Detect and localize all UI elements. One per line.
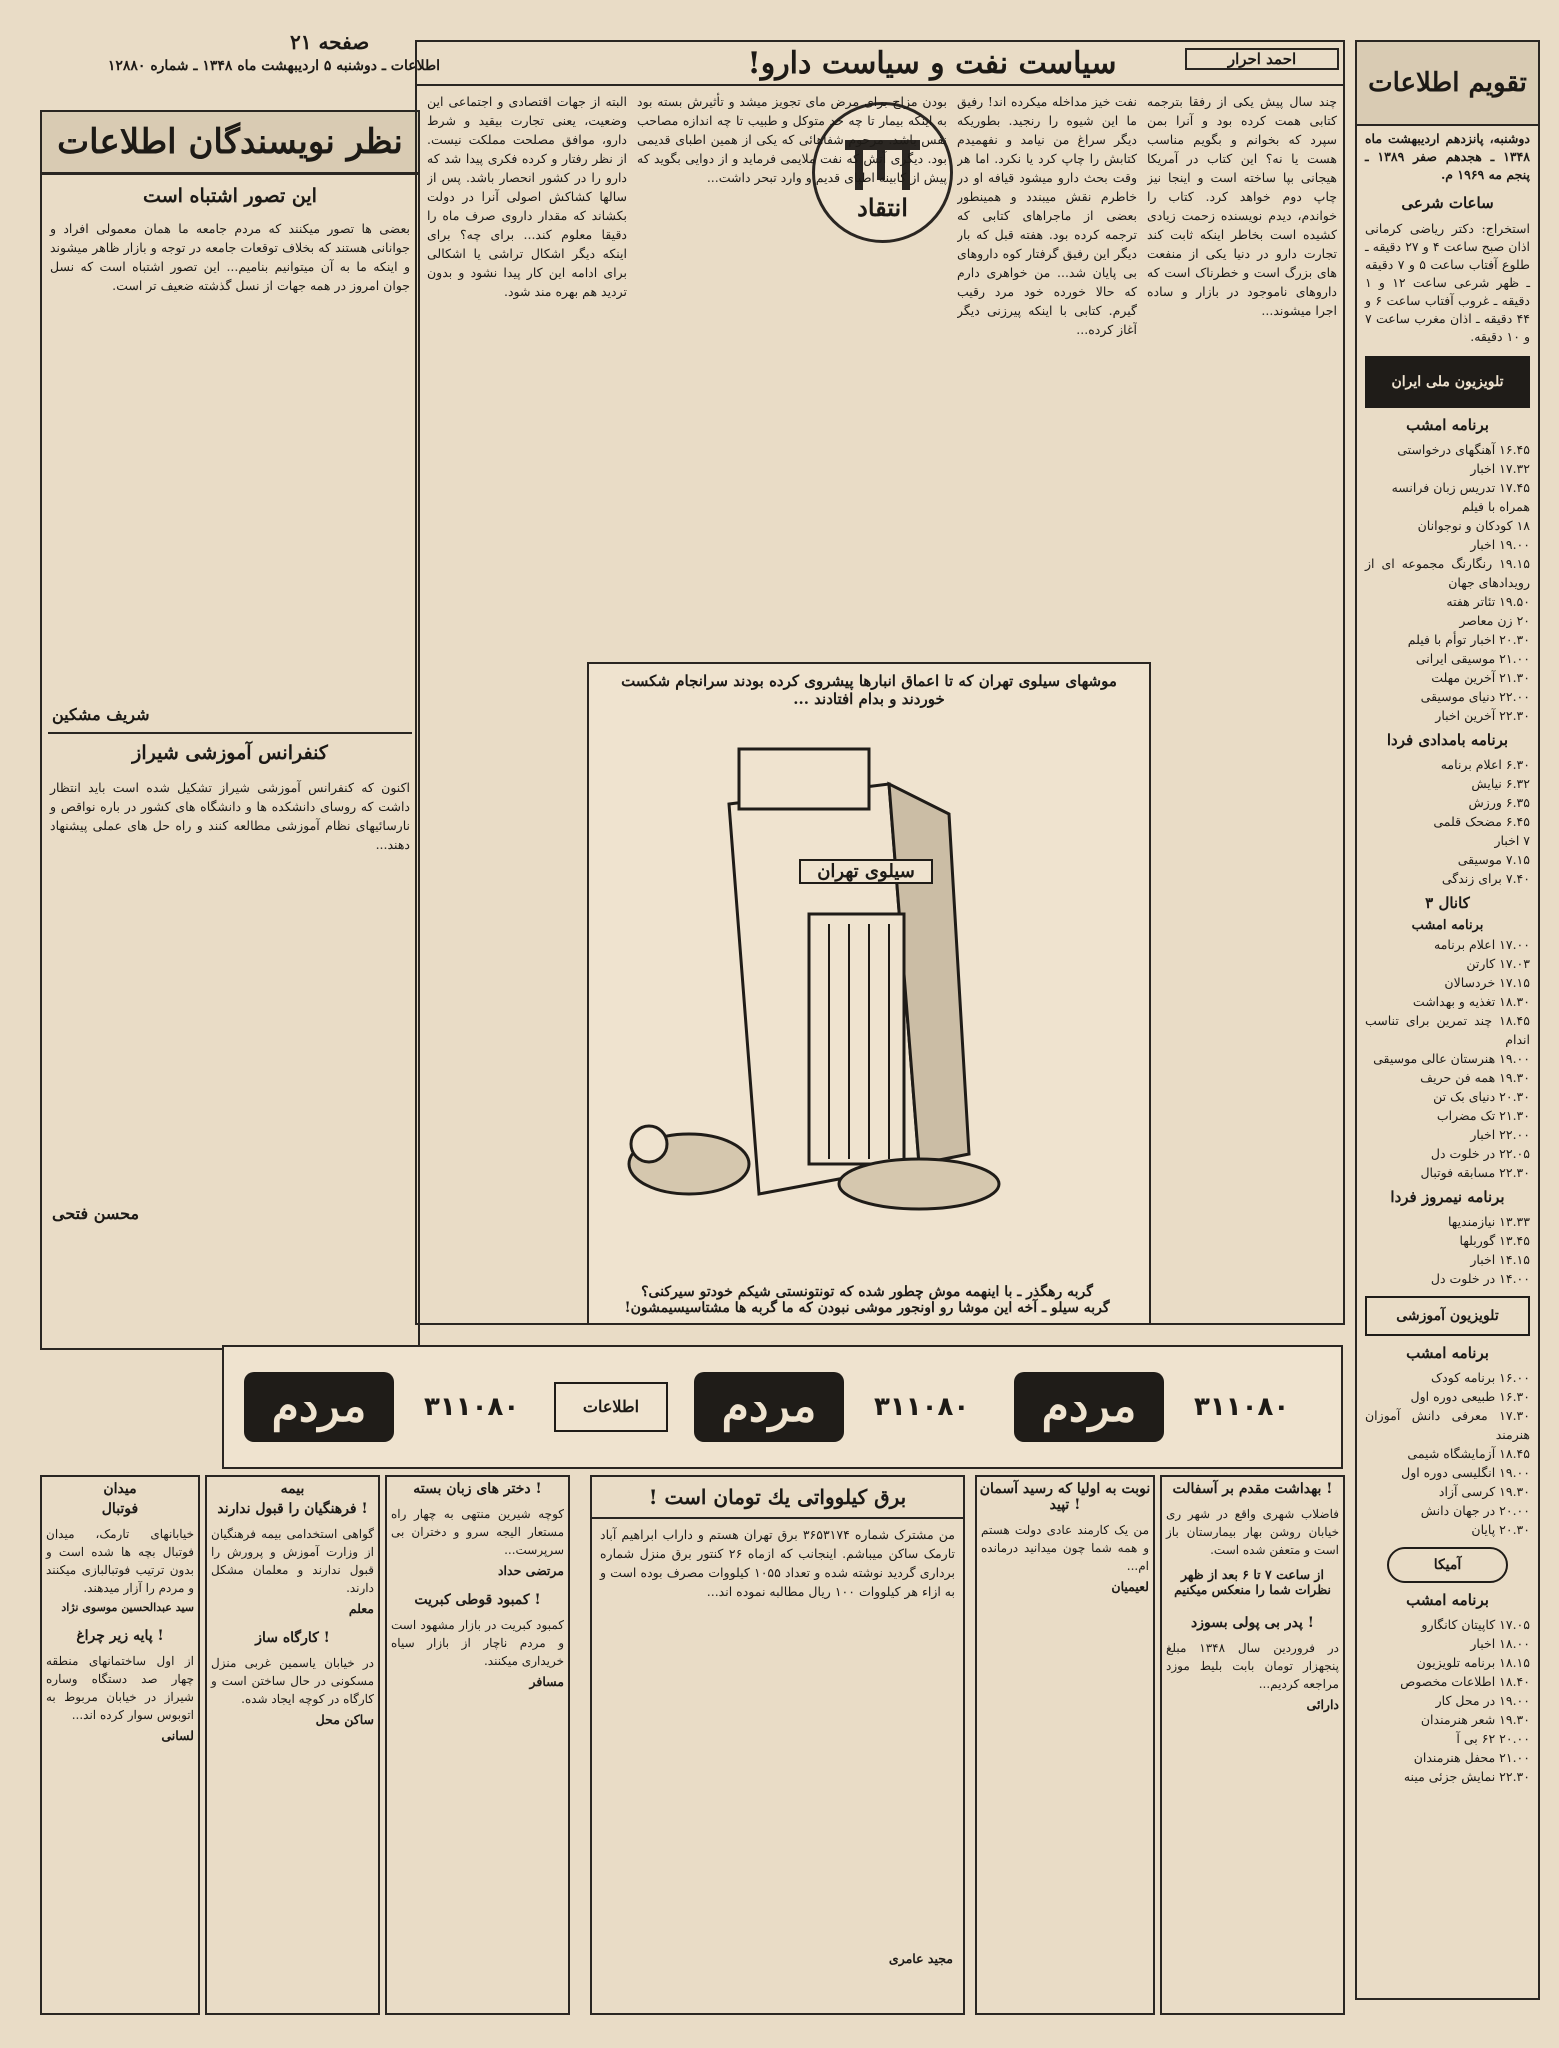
cartoon-box [587, 662, 1151, 1325]
tonight-list [1357, 440, 1538, 725]
notes-col-3 [385, 1475, 570, 2015]
tonight-item: ۲۰ زن معاصر [1459, 613, 1530, 628]
channel3-list [1357, 935, 1538, 1182]
edu-head: برنامه امشب [1406, 1344, 1489, 1362]
issue-line: اطلاعات ـ دوشنبه ۵ اردیبهشت ماه ۱۳۴۸ ـ شماره ۱۲۸۸۰ [107, 58, 440, 74]
channel3-item: ۱۸.۳۰ تغذیه و بهداشت [1412, 994, 1530, 1009]
note-title-4: دختر های زبان بسته ! [413, 1481, 542, 1497]
note-text-2: گواهی استخدامی بیمه فرهنگیان از وزارت آموزش و پرورش را قبول ندارند و معلمان مشکل دارند. [211, 1527, 374, 1595]
editorial-box [40, 110, 420, 1350]
edu-item: ۲۰.۰۰ در جهان دانش [1420, 1503, 1530, 1518]
tonight-item: ۱۶.۴۵ آهنگهای درخواستی [1397, 442, 1530, 457]
phone-number-3: ۳۱۱۰۸۰ [1194, 1392, 1290, 1422]
channel3-item: ۱۹.۰۰ هنرستان عالی موسیقی [1373, 1051, 1530, 1066]
amica-item: ۲۰.۰۰ ۶۲ بی آ [1456, 1731, 1530, 1746]
tonight-item: ۲۲.۰۰ دنیای موسیقی [1420, 689, 1530, 704]
phone-number-2: ۳۱۱۰۸۰ [874, 1392, 970, 1422]
note-sig-4: مرتضی حداد [497, 1563, 564, 1578]
tonight-item: ۲۱.۳۰ آخرین مهلت [1431, 670, 1530, 685]
tomorrow-list [1357, 755, 1538, 888]
article-col-3: بودن مزاج برای مرض مای تجویز میشد و تأثیرش بسته بود به اینکه بیمار تا چه حد متوکل و طبیب تا چه اندازه مصاحب نفس باشد. مرحوم شفاهائی که یکی از همین اطبای قدیمی بود. دیگری آتش که نفت ملایمی فرماید و از دوایی بگوید که پیش از کابینه اطبای قدیم و وارد تبحر داشت... [637, 94, 947, 185]
phone-number-1: ۳۱۱۰۸۰ [424, 1392, 520, 1422]
page-label: صفحه ۲۱ [290, 30, 370, 54]
main-article [415, 40, 1345, 1325]
calendar-title: تقویم اطلاعات [1357, 42, 1538, 126]
note-title-2: فرهنگیان را قبول ندارند ! [217, 1501, 368, 1517]
notes-col-5 [1160, 1475, 1345, 2015]
notes-col-4 [975, 1475, 1155, 2015]
amica-item: ۱۷.۰۵ کاپیتان کانگارو [1421, 1617, 1530, 1632]
note-title-7: پدر بی پولی بسوزد ! [1191, 1615, 1314, 1631]
amica-item: ۱۸.۰۰ اخبار [1470, 1636, 1530, 1651]
intro-column: چند سال پیش یکی از رفقا بترجمه کتابی همت کرده بود و آنرا بمن سپرد که بخوانم و بگویم مناسب هست یا نه؟ این کتاب در آمریکا هیجانی بپا ساخته است و اینجا نیز چاپ دوم خواهد کرد. کتاب را خواندم، دیدم نویسنده زحمت زیادی کشیده است بخاطر اینکه ثابت کند تجارت دارو در دنیا یکی از منفعت های بزرگ است و خطرناک است که داروهای ناموجود در بازار و ساده اجرا میشوند... [1147, 94, 1337, 318]
channel3-item: ۱۷.۰۰ اعلام برنامه [1434, 937, 1530, 952]
noon-item: ۱۳.۳۳ نیازمندیها [1448, 1214, 1530, 1229]
tonight-item: ۱۹.۵۰ تئاتر هفته [1446, 594, 1530, 609]
channel3-item: ۱۷.۰۳ کارتن [1466, 956, 1530, 971]
editorial-logo: نظر نویسندگان اطلاعات [42, 112, 418, 175]
conference-title: کنفرانس آموزشی شیراز [132, 742, 328, 764]
mardom-block-3: مردم [1014, 1372, 1164, 1442]
article-col-4: البته از جهات اقتصادی و اجتماعی این وضعیت، یعنی تجارت بیقید و شرط دارو، موافق مصلحت مملکت نیست. از نظر رفتار و کرده فکری پیدا شد که دارو را در کشور انحصار باشد. پس از سالها کشاکش اصولی آنرا در دولت بکشاند که مقدار داروی صرف ماه را دقیقا معلوم کند... برای چه؟ برای اینکه دیگر اشکال تراشی یا اشکالی برای ادامه این کار پیدا نشود و بدون تردید هم بهره مند شود. [427, 94, 627, 299]
tonight-item: ۲۱.۰۰ موسیقی ایرانی [1415, 651, 1530, 666]
silo-label: سیلوی تهران [799, 859, 933, 884]
tomorrow-item: ۶.۳۲ نیایش [1471, 776, 1530, 791]
author-name: احمد احرار [1185, 48, 1339, 70]
mardom-block-2: مردم [694, 1372, 844, 1442]
note-sig-8: لعیمیان [1111, 1579, 1149, 1594]
edu-tv-logo: تلویزیون آموزشی [1365, 1296, 1530, 1336]
channel3-item: ۲۲.۰۰ اخبار [1470, 1127, 1530, 1142]
cartoon-caption-top: موشهای سیلوی تهران که تا اعماق انبارها پیشروی کرده بودند سرانجام شکست خوردند و بدام افتادند ... [621, 672, 1117, 708]
noon-item: ۱۴.۱۵ اخبار [1470, 1252, 1530, 1267]
channel3-item: ۲۲.۳۰ مسابقه فوتبال [1420, 1165, 1530, 1180]
note-text-7: در فروردین سال ۱۳۴۸ مبلغ پنجهزار تومان بابت بلیط موزد مراجعه کردیم... [1166, 1641, 1339, 1691]
tonight-item: ۱۷.۴۵ تدریس زبان فرانسه [1391, 480, 1530, 495]
conference-signature: محسن فتحی [52, 1204, 140, 1223]
tomorrow-item: ۶.۳۰ اعلام برنامه [1440, 757, 1530, 772]
divider [48, 732, 412, 734]
tonight-item: ۲۲.۳۰ آخرین اخبار [1435, 708, 1530, 723]
noon-head: برنامه نیمروز فردا [1390, 1188, 1505, 1206]
note-sub-2: بیمه [280, 1481, 305, 1497]
tomorrow-item: ۷.۱۵ موسیقی [1457, 852, 1530, 867]
amica-item: ۱۸.۱۵ برنامه تلویزیون [1416, 1655, 1530, 1670]
tonight-item: ۱۹.۰۰ اخبار [1470, 537, 1530, 552]
amica-item: ۲۲.۳۰ نمایش جزئی مینه [1403, 1769, 1530, 1784]
calendar-date: دوشنبه، پانزدهم اردیبهشت ماه ۱۳۴۸ ـ هجدهم صفر ۱۳۸۹ ـ پنجم مه ۱۹۶۹ م. [1365, 131, 1530, 182]
notes-left [40, 1475, 200, 2015]
edu-item: ۱۷.۳۰ معرفی دانش آموزان هنرمند [1365, 1408, 1530, 1442]
noon-list [1357, 1212, 1538, 1288]
electricity-article [590, 1475, 965, 2015]
channel3-item: ۱۸.۴۵ چند تمرین برای تناسب اندام [1365, 1013, 1530, 1047]
note-sig-7: دارائی [1306, 1697, 1339, 1712]
amica-logo: آمیکا [1387, 1547, 1508, 1583]
amica-item: ۱۸.۴۰ اطلاعات مخصوص [1400, 1674, 1530, 1689]
edu-item: ۱۶.۳۰ طبیعی دوره اول [1410, 1389, 1530, 1404]
edu-item: ۱۹.۳۰ کرسی آزاد [1438, 1484, 1530, 1499]
tv-column [1355, 40, 1540, 2000]
tonight-item: ۲۰.۳۰ اخبار توأم با فیلم [1407, 632, 1530, 647]
naqd-label: انتقاد [857, 193, 908, 222]
main-title: سیاست نفت و سیاست دارو! [747, 46, 1117, 81]
note-text-3: در خیابان یاسمین غربی منزل مسکونی در حال ساختن است و کارگاه در کوچه ایجاد شده. [211, 1656, 374, 1706]
amica-item: ۱۹.۳۰ شعر هنرمندان [1420, 1712, 1530, 1727]
edu-item: ۱۶.۰۰ برنامه کودک [1430, 1370, 1530, 1385]
note-title-5: کمبود قوطی کبریت ! [414, 1592, 541, 1608]
note-sub-0: میدان [103, 1481, 137, 1497]
tonight-item: ۱۸ کودکان و نوجوانان [1417, 518, 1530, 533]
edu-item: ۱۹.۰۰ انگلیسی دوره اول [1401, 1465, 1530, 1480]
channel3-item: ۲۰.۳۰ دنیای بک تن [1433, 1089, 1530, 1104]
edu-list [1357, 1368, 1538, 1539]
ettelaat-block-1: اطلاعات [554, 1382, 668, 1432]
note-text-5: کمبود کبریت در بازار مشهود است و مردم ناچار از بازار سیاه خریداری میکنند. [391, 1618, 564, 1668]
editorial-text: بعضی ها تصور میکنند که مردم جامعه ما همان معمولی افراد و جوانانی هستند که بخلاف توقعات جامعه در توجه و بازار ظاهر میشوند و اینکه ما به آن میتوانیم بنامیم... این تصور اشتباه است که نسل جوان امروز در همه جهات از نسل گذشته ضعیف تر است. [50, 221, 410, 293]
mardom-block-1: مردم [244, 1372, 394, 1442]
tomorrow-item: ۷.۴۰ برای زندگی [1441, 871, 1530, 886]
conference-text: اکنون که کنفرانس آموزشی شیراز تشکیل شده است باید انتظار داشت که روسای دانشکده ها و دانشگاه های کشور در باره نواقص و نارسائیهای نظام آموزشی مطالعه کنند و راه حل های عملی پیشنهاد دهند... [50, 780, 410, 852]
editorial-title: این تصور اشتباه است [143, 185, 317, 207]
channel3-sub: برنامه امشب [1411, 918, 1484, 933]
editorial-signature: شریف مشکین [52, 705, 150, 724]
amica-list [1357, 1615, 1538, 1786]
note-text-6: فاضلاب شهری واقع در شهر ری خیابان روشن بهار بیمارستان باز است و متعفن شده است. [1166, 1507, 1339, 1557]
electricity-text: من مشترک شماره ۳۶۵۳۱۷۴ برق تهران هستم و داراب ابراهیم آباد تارمک ساکن میباشم. اینجانب که ازماه ۲۶ کنتور برق منزل شماره برداری گردید نوشته شده و تعداد ۱۰۵۵ کیلووات مصرف بوده است و به ازاء هر کیلووات ۱۰۰ ریال مطالبه نموده اند... [600, 1527, 956, 1599]
amica-head: برنامه امشب [1406, 1591, 1489, 1609]
edu-item: ۲۰.۳۰ پایان [1471, 1522, 1530, 1537]
channel3-head: کانال ۳ [1425, 894, 1470, 912]
note-text-4: کوچه شیرین منتهی به چهار راه مستعار الیجه سرو و دختران بی سرپرست... [391, 1507, 564, 1557]
tomorrow-item: ۶.۴۵ مضحک قلمی [1433, 814, 1530, 829]
channel3-item: ۲۱.۳۰ تک مضراب [1436, 1108, 1530, 1123]
note-title-0: فوتبال [101, 1501, 139, 1517]
note-title-3: کارگاه ساز ! [255, 1630, 330, 1646]
title-rule [417, 84, 1343, 86]
tonight-item: همراه با فیلم [1461, 499, 1530, 514]
notes-col-2 [205, 1475, 380, 2015]
note-title-6: بهداشت مقدم بر آسفالت ! [1172, 1481, 1333, 1497]
amica-item: ۲۱.۰۰ محفل هنرمندان [1413, 1750, 1530, 1765]
tonight-item: ۱۹.۱۵ رنگارنگ مجموعه ای از رویدادهای جهان [1365, 556, 1530, 590]
tomorrow-head: برنامه بامدادی فردا [1386, 731, 1509, 749]
note-title-8: نوبت به اولیا که رسید آسمان تپید ! [979, 1481, 1151, 1513]
note-title-1: پایه زیر چراغ ! [76, 1628, 164, 1644]
cartoon-caption-bottom: گربه رهگذر ـ با اینهمه موش چطور شده که تونتونستی شیکم خودتو سیرکنی؟ گربه سیلو ـ آخه این موشا رو اونجور موشی نبودن که ما گربه ها مشتاسیسیمشون! [624, 1284, 1110, 1316]
tonight-head: برنامه امشب [1406, 416, 1489, 434]
center-hint: از ساعت ۷ تا ۶ بعد از ظهر نظرات شما را منعکس میکنیم [1174, 1567, 1331, 1597]
note-text-0: خیابانهای تارمک، میدان فوتبال بچه ها شده است و بدون ترتیب فوتبالبازی میکنند و مردم را آزار میدهند. [46, 1527, 194, 1595]
cartoon-drawing [589, 744, 1145, 1244]
note-sig-1: لسانی [161, 1728, 194, 1743]
tomorrow-item: ۷ اخبار [1494, 833, 1530, 848]
electricity-title: برق کیلوواتی یك تومان است ! [592, 1477, 963, 1519]
note-sig-0: سید عبدالحسین موسوی نژاد [61, 1601, 194, 1614]
tomorrow-item: ۶.۳۵ ورزش [1468, 795, 1530, 810]
amica-item: ۱۹.۰۰ در محل کار [1435, 1693, 1530, 1708]
channel3-item: ۱۷.۱۵ خردسالان [1444, 975, 1530, 990]
sharia-text: استخراج: دکتر ریاضی کرمانی اذان صبح ساعت ۴ و ۲۷ دقیقه ـ طلوع آفتاب ساعت ۵ و ۷ دقیقه ـ ظهر شرعی ساعت ۱۲ و ۱ دقیقه ـ غروب آفتاب ساعت ۶ و ۴۴ دقیقه ـ اذان مغرب ساعت ۷ و ۱۰ دقیقه. [1365, 221, 1530, 344]
electricity-signature: مجید عامری [888, 1951, 953, 1966]
noon-item: ۱۳.۴۵ گوربلها [1459, 1233, 1530, 1248]
note-text-8: من یک کارمند عادی دولت هستم و همه شما چون میدانید درمانده ام... [981, 1523, 1149, 1573]
channel3-item: ۲۲.۰۵ در خلوت دل [1430, 1146, 1530, 1161]
sharia-title: ساعات شرعی [1401, 194, 1494, 212]
note-sig-5: مسافر [529, 1674, 564, 1689]
phone-banner [222, 1345, 1343, 1469]
noon-item: ۱۴.۰۰ در خلوت دل [1430, 1271, 1530, 1286]
article-col-2: نفت خیز مداخله میکرده اند! رفیق ما این شیوه را رنجید. بطوریکه دیگر سراغ من نیامد و نفهمیدم کتابش را چاپ کرد یا نکرد. اما هر وقت بحث دارو میشود قیافه او در خاطرم نقش میبندد و همینطور بعضی از ماجراهای کتابی که ترجمه کرده بود. هفته قبل که بار دیگر این رفیق گرفتار کوه داروهای بی پایان شد... من خواهری دارم که حالا خورده خود مرد رقیب گیرم. کتابی با اینکه پیرزنی دیگر آغاز کرده... [957, 94, 1137, 337]
note-sig-3: ساکن محل [315, 1712, 374, 1727]
channel3-item: ۱۹.۳۰ همه فن حریف [1420, 1070, 1530, 1085]
tonight-item: ۱۷.۳۲ اخبار [1470, 461, 1530, 476]
edu-item: ۱۸.۴۵ آزمایشگاه شیمی [1407, 1446, 1530, 1461]
note-text-1: از اول ساختمانهای منطقه چهار صد دستگاه وساره شیراز در خیابان مربوط به اتوبوس سوار کرده اند... [46, 1654, 194, 1722]
tv-logo: تلویزیون ملی ایران [1365, 356, 1530, 408]
note-sig-2: معلم [348, 1601, 374, 1616]
